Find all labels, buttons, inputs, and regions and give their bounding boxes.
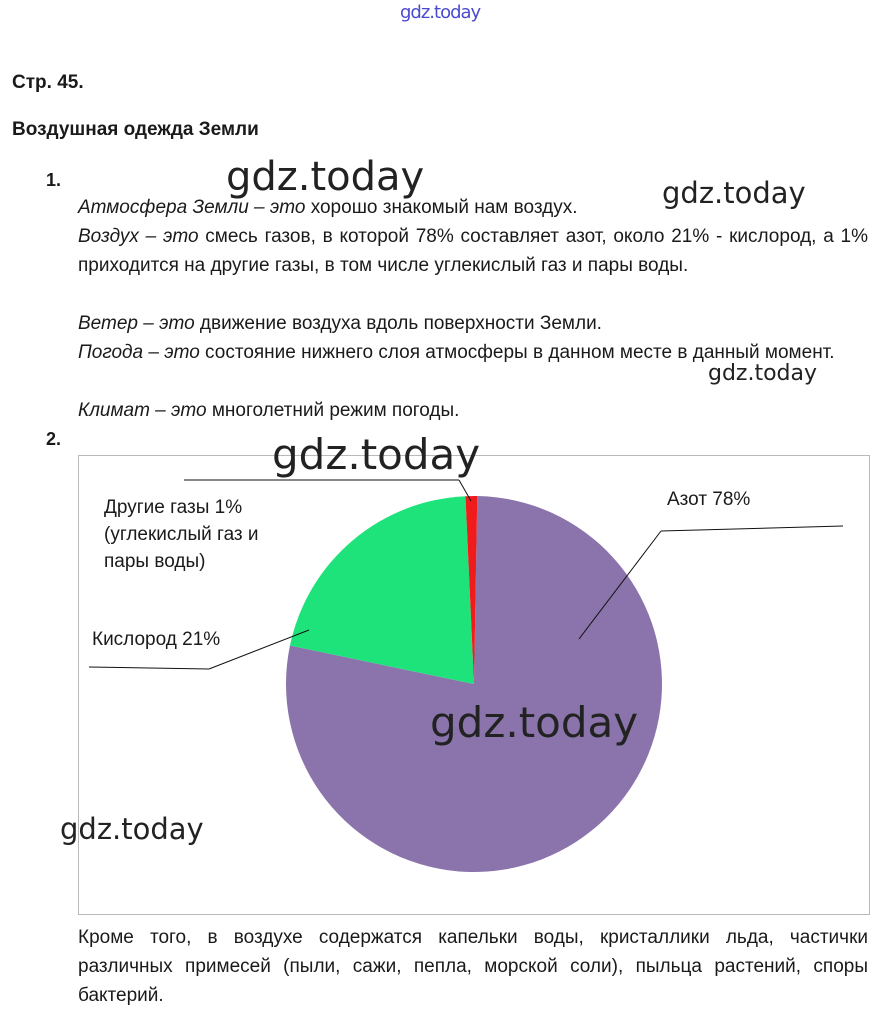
term-climate: Климат – это bbox=[78, 400, 207, 421]
term-air: Воздух – это bbox=[78, 226, 199, 247]
label-other-gases-line-3: пары воды) bbox=[104, 551, 206, 572]
watermark-1: gdz.today bbox=[226, 154, 425, 200]
definition-wind-text: движение воздуха вдоль поверхности Земли. bbox=[194, 313, 602, 334]
term-weather: Погода – это bbox=[78, 342, 200, 363]
definition-weather-text: состояние нижнего слоя атмосферы в данном месте в данный момент. bbox=[199, 342, 835, 363]
label-nitrogen: Азот 78% bbox=[667, 489, 751, 510]
watermark-6: gdz.today bbox=[60, 812, 204, 846]
watermark-4: gdz.today bbox=[272, 430, 481, 479]
label-oxygen: Кислород 21% bbox=[92, 629, 221, 650]
definition-atmosphere-text: хорошо знакомый нам воздух. bbox=[305, 197, 578, 218]
watermark-5: gdz.today bbox=[430, 698, 639, 747]
label-other-gases-line-1: Другие газы 1% bbox=[104, 497, 243, 518]
page-reference: Стр. 45. bbox=[12, 72, 84, 93]
task-2-number: 2. bbox=[46, 429, 62, 449]
chart-frame bbox=[78, 455, 870, 915]
leader-line-nitrogen-tail bbox=[661, 526, 843, 531]
closing-paragraph: Кроме того, в воздухе содержатся капельки воды, кристаллики льда, частички различных примесей (пыли, сажи, пепла, морской соли), пыльца растений, споры бактерий. bbox=[78, 927, 868, 1006]
definition-air bbox=[78, 222, 868, 280]
task-1-number: 1. bbox=[46, 170, 62, 190]
watermark-3: gdz.today bbox=[708, 361, 818, 386]
watermark-top: gdz.today bbox=[400, 2, 481, 23]
pie-slices bbox=[286, 496, 662, 872]
term-wind: Ветер – это bbox=[78, 313, 195, 334]
watermark-2: gdz.today bbox=[662, 176, 806, 210]
definition-climate bbox=[78, 396, 868, 425]
definition-air-text: смесь газов, в которой 78% составляет азот, около 21% - кислород, а 1% приходится на другие газы, в том числе углекислый газ и пары воды. bbox=[78, 226, 868, 276]
label-other-gases-line-2: (углекислый газ и bbox=[104, 524, 259, 545]
term-atmosphere: Атмосфера Земли – это bbox=[78, 197, 306, 218]
page-title: Воздушная одежда Земли bbox=[12, 119, 259, 140]
leader-line-oxygen-tail bbox=[89, 667, 209, 669]
definition-climate-text: многолетний режим погоды. bbox=[206, 400, 460, 421]
definition-wind bbox=[78, 309, 868, 338]
